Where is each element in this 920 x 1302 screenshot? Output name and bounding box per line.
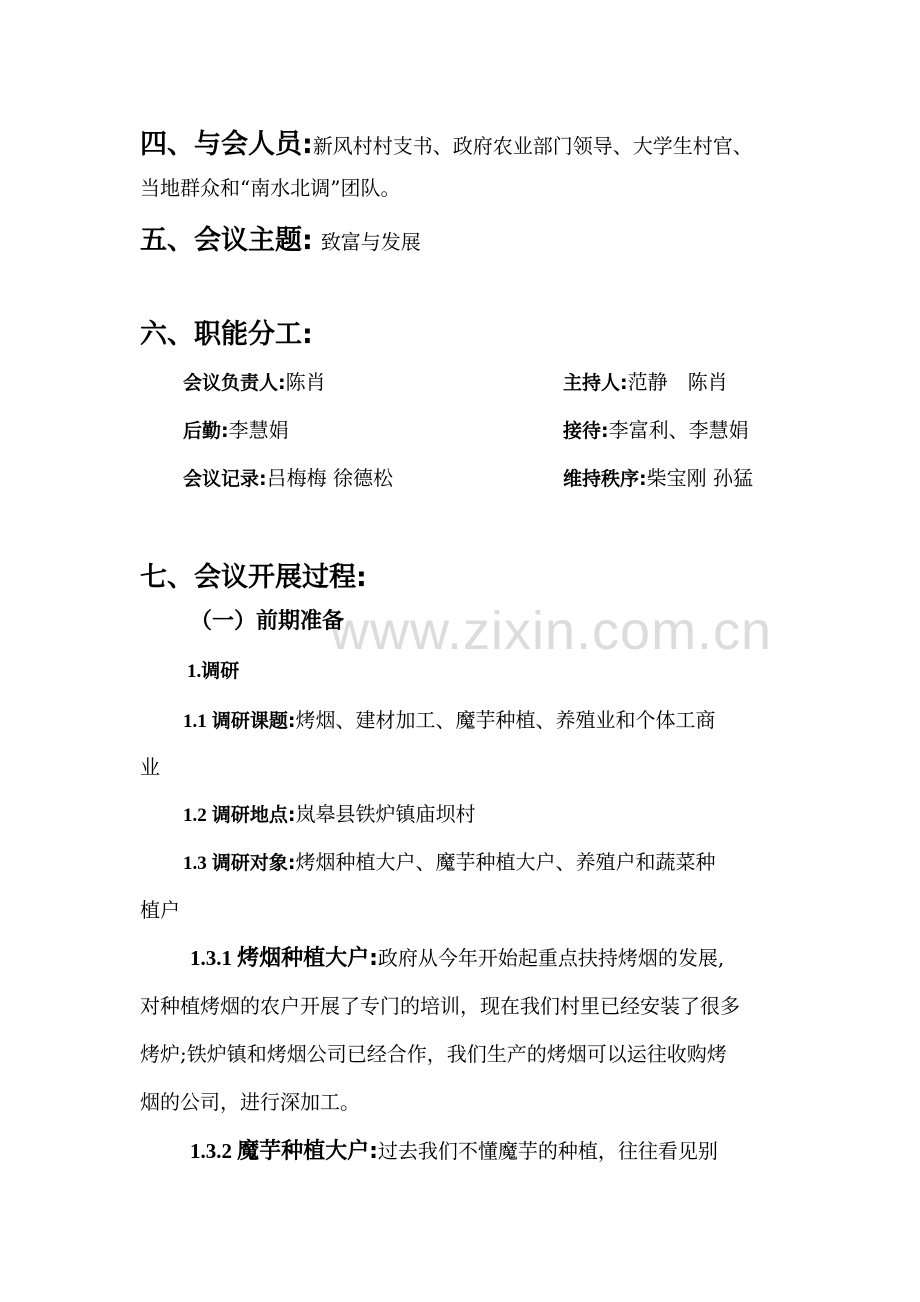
- item-label: 调研课题:: [211, 710, 296, 732]
- item-number: 1.1: [183, 711, 207, 732]
- item-text: 政府从今年开始起重点扶持烤烟的发展,: [377, 946, 725, 970]
- role-label: 会议负责人:: [183, 372, 286, 394]
- section6-heading: 六、职能分工:: [140, 319, 313, 350]
- section5-heading: 五、会议主题:: [140, 225, 313, 256]
- item-number: 1.3.2: [190, 1139, 232, 1163]
- item-1-3-2: [190, 1134, 718, 1165]
- section7-heading: 七、会议开展过程:: [140, 562, 367, 593]
- item-1-2: [183, 798, 475, 827]
- item-number: 1.3: [183, 853, 207, 874]
- role-value: 柴宝刚 孙猛: [646, 466, 753, 490]
- role-label: 接待:: [563, 420, 609, 442]
- item-1-1: [183, 704, 715, 733]
- item-label: 调研地点:: [211, 804, 296, 826]
- item-number: 1.3.1: [190, 946, 232, 970]
- role-label: 会议记录:: [183, 468, 267, 490]
- item-label: 调研对象:: [211, 852, 296, 874]
- item-1-3-1-line2: 对种植烤烟的农户开展了专门的培训，现在我们村里已经安装了很多: [140, 994, 740, 1018]
- item-text: 烤烟、建材加工、魔芋种植、养殖业和个体工商: [295, 708, 716, 732]
- role-reception: [563, 414, 749, 443]
- item-text: 岚皋县铁炉镇庙坝村: [295, 802, 476, 826]
- role-value: 范静 陈肖: [627, 370, 728, 394]
- role-host: [563, 366, 728, 395]
- role-value: 李慧娟: [228, 418, 289, 442]
- role-value: 陈肖: [285, 370, 326, 394]
- role-label: 维持秩序:: [563, 468, 647, 490]
- item-text: 过去我们不懂魔芋的种植，往往看见别: [377, 1139, 718, 1163]
- item-label: 魔芋种植大户:: [237, 1139, 378, 1164]
- role-order: [563, 462, 753, 491]
- role-value: 李富利、李慧娟: [608, 418, 749, 442]
- item-1-3-1-line4: 烟的公司，进行深加工。: [140, 1090, 360, 1114]
- watermark: www.zixin.com.cn: [330, 601, 773, 661]
- item-label: 烤烟种植大户:: [237, 946, 378, 971]
- item-number: 1.: [187, 661, 202, 682]
- item-1-1-cont: 业: [140, 755, 160, 779]
- role-label: 后勤:: [183, 420, 229, 442]
- section5-line: [140, 218, 421, 257]
- role-logistics: [183, 414, 289, 443]
- section4-text-line1: 新风村村支书、政府农业部门领导、大学生村官、: [312, 134, 753, 158]
- role-value: 吕梅梅 徐德松: [266, 466, 393, 490]
- role-meeting-lead: [183, 366, 326, 395]
- subsection-preparation: （一）前期准备: [190, 609, 345, 634]
- item-text: 烤烟种植大户、魔芋种植大户、养殖户和蔬菜种: [295, 850, 716, 874]
- item-1-3-cont: 植户: [140, 898, 180, 922]
- item-1: [187, 656, 239, 683]
- item-label: 调研: [201, 660, 240, 682]
- role-label: 主持人:: [563, 372, 628, 394]
- item-1-3-1-line3: 烤炉;铁炉镇和烤烟公司已经合作，我们生产的烤烟可以运往收购烤: [140, 1042, 727, 1066]
- section4-line1: [140, 122, 753, 161]
- section4-text-line2: 当地群众和“南水北调”团队。: [140, 176, 401, 200]
- section5-text: 致富与发展: [320, 230, 421, 254]
- item-1-3: [183, 846, 715, 875]
- section4-heading: 四、与会人员:: [140, 129, 313, 160]
- item-number: 1.2: [183, 805, 207, 826]
- role-minutes: [183, 462, 393, 491]
- item-1-3-1: [190, 941, 724, 972]
